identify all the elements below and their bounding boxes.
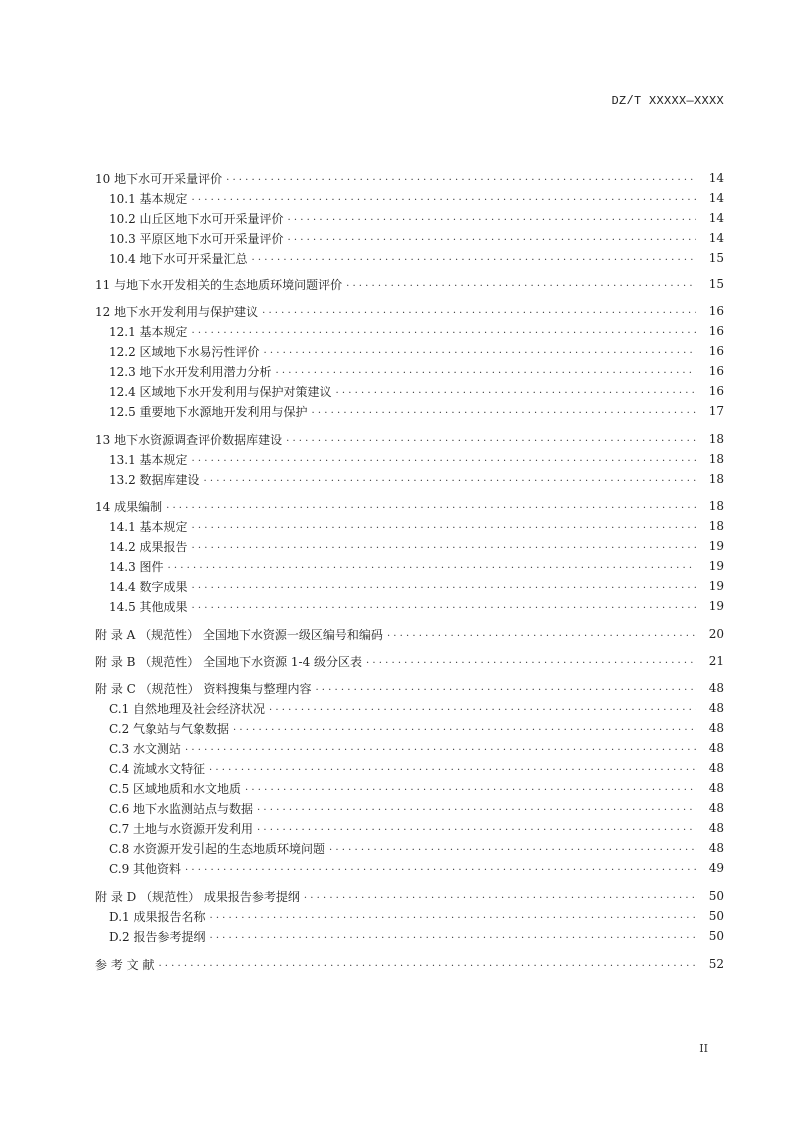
toc-entry-page: 15 xyxy=(708,251,724,265)
toc-dot-leader xyxy=(192,576,696,596)
toc-dot-leader xyxy=(185,858,696,878)
toc-entry-title: 附 录 B （规范性） 全国地下水资源 1-4 级分区表 xyxy=(95,654,363,669)
toc-entry-page: 16 xyxy=(708,384,724,398)
toc-entry-page: 48 xyxy=(708,741,724,755)
toc-entry-page: 18 xyxy=(708,472,724,486)
toc-dot-leader xyxy=(245,778,696,798)
toc-dot-leader xyxy=(209,758,696,778)
toc-entry-title: C.3 水文测站 xyxy=(109,741,182,756)
toc-dot-leader xyxy=(192,596,696,616)
toc-entry-page: 16 xyxy=(708,344,724,358)
toc-entry-title: 14.4 数字成果 xyxy=(109,579,188,594)
toc-entry-title: 14 成果编制 xyxy=(95,499,163,514)
toc-dot-leader xyxy=(192,188,696,208)
toc-entry-title: C.2 气象站与气象数据 xyxy=(109,721,230,736)
toc-dot-leader xyxy=(168,556,696,576)
toc-entry[interactable] xyxy=(95,168,724,188)
toc-entry[interactable] xyxy=(95,906,724,926)
toc-entry[interactable] xyxy=(95,274,724,294)
toc-entry-title: 14.3 图件 xyxy=(109,559,164,574)
toc-dot-leader xyxy=(257,798,696,818)
toc-entry-page: 18 xyxy=(708,519,724,533)
toc-entry-page: 48 xyxy=(708,781,724,795)
toc-entry-page: 48 xyxy=(708,841,724,855)
toc-entry-page: 21 xyxy=(708,654,724,668)
toc-entry-title: D.1 成果报告名称 xyxy=(109,909,206,924)
toc-entry[interactable] xyxy=(95,926,724,946)
toc-dot-leader xyxy=(288,228,696,248)
toc-entry-page: 49 xyxy=(708,861,724,875)
toc-dot-leader xyxy=(336,381,696,401)
toc-entry-title: 13.2 数据库建设 xyxy=(109,472,200,487)
toc-dot-leader xyxy=(315,678,696,698)
toc-entry-title: C.5 区域地质和水文地质 xyxy=(109,781,242,796)
toc-entry[interactable] xyxy=(95,429,724,449)
toc-entry-title: 10.3 平原区地下水可开采量评价 xyxy=(109,231,284,246)
toc-entry[interactable] xyxy=(95,798,724,818)
toc-entry-title: 12.5 重要地下水源地开发利用与保护 xyxy=(109,404,308,419)
toc-entry-page: 16 xyxy=(708,324,724,338)
toc-entry-title: 11 与地下水开发相关的生态地质环境问题评价 xyxy=(95,277,343,292)
toc-dot-leader xyxy=(276,361,696,381)
toc-dot-leader xyxy=(192,516,696,536)
toc-entry-page: 18 xyxy=(708,432,724,446)
toc-dot-leader xyxy=(288,208,696,228)
toc-entry-title: C.8 水资源开发引起的生态地质环境问题 xyxy=(109,841,326,856)
toc-entry[interactable] xyxy=(95,651,724,671)
toc-dot-leader xyxy=(192,449,696,469)
toc-dot-leader xyxy=(185,738,696,758)
toc-entry-title: 12.3 地下水开发利用潜力分析 xyxy=(109,364,272,379)
toc-dot-leader xyxy=(209,926,696,946)
toc-dot-leader xyxy=(366,651,696,671)
toc-dot-leader xyxy=(264,341,696,361)
toc-entry-page: 48 xyxy=(708,701,724,715)
toc-entry-page: 48 xyxy=(708,721,724,735)
toc-dot-leader xyxy=(269,698,696,718)
toc-entry[interactable] xyxy=(95,469,724,489)
toc-entry-title: 10.2 山丘区地下水可开采量评价 xyxy=(109,211,284,226)
toc-entry-title: C.1 自然地理及社会经济状况 xyxy=(109,701,266,716)
toc-entry[interactable] xyxy=(95,361,724,381)
toc-entry-title: 12 地下水开发利用与保护建议 xyxy=(95,304,259,319)
toc-entry-title: 12.2 区域地下水易污性评价 xyxy=(109,344,260,359)
toc-entry-page: 14 xyxy=(708,171,724,185)
toc-dot-leader xyxy=(226,168,696,188)
toc-entry[interactable] xyxy=(95,321,724,341)
toc-dot-leader xyxy=(192,321,696,341)
toc-entry-page: 16 xyxy=(708,304,724,318)
toc-entry-title: C.7 土地与水资源开发利用 xyxy=(109,821,254,836)
toc-entry-title: C.9 其他资料 xyxy=(109,861,182,876)
toc-entry-page: 19 xyxy=(708,559,724,573)
toc-entry-page: 52 xyxy=(708,957,724,971)
toc-entry-title: 附 录 D （规范性） 成果报告参考提纲 xyxy=(95,889,300,904)
toc-entry-page: 50 xyxy=(708,909,724,923)
toc-entry-title: C.6 地下水监测站点与数据 xyxy=(109,801,254,816)
toc-dot-leader xyxy=(312,401,696,421)
toc-entry-page: 19 xyxy=(708,599,724,613)
toc-dot-leader xyxy=(286,429,696,449)
toc-entry-title: 13 地下水资源调查评价数据库建设 xyxy=(95,432,283,447)
toc-dot-leader xyxy=(329,838,696,858)
toc-entry[interactable] xyxy=(95,886,724,906)
toc-entry-page: 50 xyxy=(708,889,724,903)
toc-entry-page: 48 xyxy=(708,821,724,835)
toc-entry-title: 12.4 区域地下水开发利用与保护对策建议 xyxy=(109,384,332,399)
toc-entry[interactable] xyxy=(95,838,724,858)
toc-entry-title: 参 考 文 献 xyxy=(95,957,155,972)
toc-entry[interactable] xyxy=(95,496,724,516)
toc-entry-page: 19 xyxy=(708,539,724,553)
toc-entry-page: 14 xyxy=(708,191,724,205)
toc-dot-leader xyxy=(192,536,696,556)
toc-dot-leader xyxy=(346,274,696,294)
toc-entry[interactable] xyxy=(95,228,724,248)
toc-entry-page: 19 xyxy=(708,579,724,593)
toc-entry-page: 48 xyxy=(708,801,724,815)
toc-entry-title: 14.5 其他成果 xyxy=(109,599,188,614)
toc-entry-page: 18 xyxy=(708,452,724,466)
toc-entry[interactable] xyxy=(95,556,724,576)
toc-entry-title: 10.1 基本规定 xyxy=(109,191,188,206)
toc-entry-title: 13.1 基本规定 xyxy=(109,452,188,467)
toc-entry[interactable] xyxy=(95,678,724,698)
toc-entry-title: 附 录 C （规范性） 资料搜集与整理内容 xyxy=(95,681,312,696)
toc-entry[interactable] xyxy=(95,778,724,798)
toc-dot-leader xyxy=(304,886,696,906)
toc-entry-title: 10.4 地下水可开采量汇总 xyxy=(109,251,248,266)
toc-entry[interactable] xyxy=(95,208,724,228)
toc-entry-title: 附 录 A （规范性） 全国地下水资源一级区编号和编码 xyxy=(95,627,383,642)
toc-entry-page: 48 xyxy=(708,681,724,695)
toc-entry[interactable] xyxy=(95,341,724,361)
toc-entry-page: 17 xyxy=(708,404,724,418)
toc-dot-leader xyxy=(158,954,696,974)
toc-entry[interactable] xyxy=(95,718,724,738)
toc-entry-page: 16 xyxy=(708,364,724,378)
toc-entry-page: 15 xyxy=(708,277,724,291)
toc-dot-leader xyxy=(166,496,696,516)
toc-entry-page: 18 xyxy=(708,499,724,513)
toc-entry[interactable] xyxy=(95,576,724,596)
toc-entry-title: C.4 流域水文特征 xyxy=(109,761,206,776)
toc-entry[interactable] xyxy=(95,954,724,974)
toc-entry-page: 48 xyxy=(708,761,724,775)
toc-entry-page: 14 xyxy=(708,231,724,245)
toc-entry[interactable] xyxy=(95,758,724,778)
toc-entry[interactable] xyxy=(95,301,724,321)
toc-dot-leader xyxy=(257,818,696,838)
toc-entry[interactable] xyxy=(95,381,724,401)
toc-entry-title: 10 地下水可开采量评价 xyxy=(95,171,223,186)
toc-dot-leader xyxy=(387,624,696,644)
toc-entry[interactable] xyxy=(95,596,724,616)
toc-entry-title: 14.2 成果报告 xyxy=(109,539,188,554)
toc-entry[interactable] xyxy=(95,248,724,268)
toc-dot-leader xyxy=(233,718,696,738)
toc-dot-leader xyxy=(204,469,696,489)
toc-entry[interactable] xyxy=(95,401,724,421)
toc-entry-title: D.2 报告参考提纲 xyxy=(109,929,206,944)
toc-dot-leader xyxy=(252,248,696,268)
toc-dot-leader xyxy=(262,301,696,321)
toc-entry-title: 14.1 基本规定 xyxy=(109,519,188,534)
toc-entry-title: 12.1 基本规定 xyxy=(109,324,188,339)
toc-entry[interactable] xyxy=(95,738,724,758)
toc-entry[interactable] xyxy=(95,536,724,556)
toc-dot-leader xyxy=(209,906,696,926)
toc-entry-page: 50 xyxy=(708,929,724,943)
toc-entry[interactable] xyxy=(95,449,724,469)
toc-entry[interactable] xyxy=(95,624,724,644)
toc-entry[interactable] xyxy=(95,698,724,718)
toc-entry[interactable] xyxy=(95,818,724,838)
document-code-header: DZ/T XXXXX—XXXX xyxy=(611,94,724,108)
toc-entry[interactable] xyxy=(95,516,724,536)
page-number: II xyxy=(699,1042,708,1055)
toc-entry-page: 14 xyxy=(708,211,724,225)
toc-entry[interactable] xyxy=(95,188,724,208)
toc-entry-page: 20 xyxy=(708,627,724,641)
toc-entry[interactable] xyxy=(95,858,724,878)
